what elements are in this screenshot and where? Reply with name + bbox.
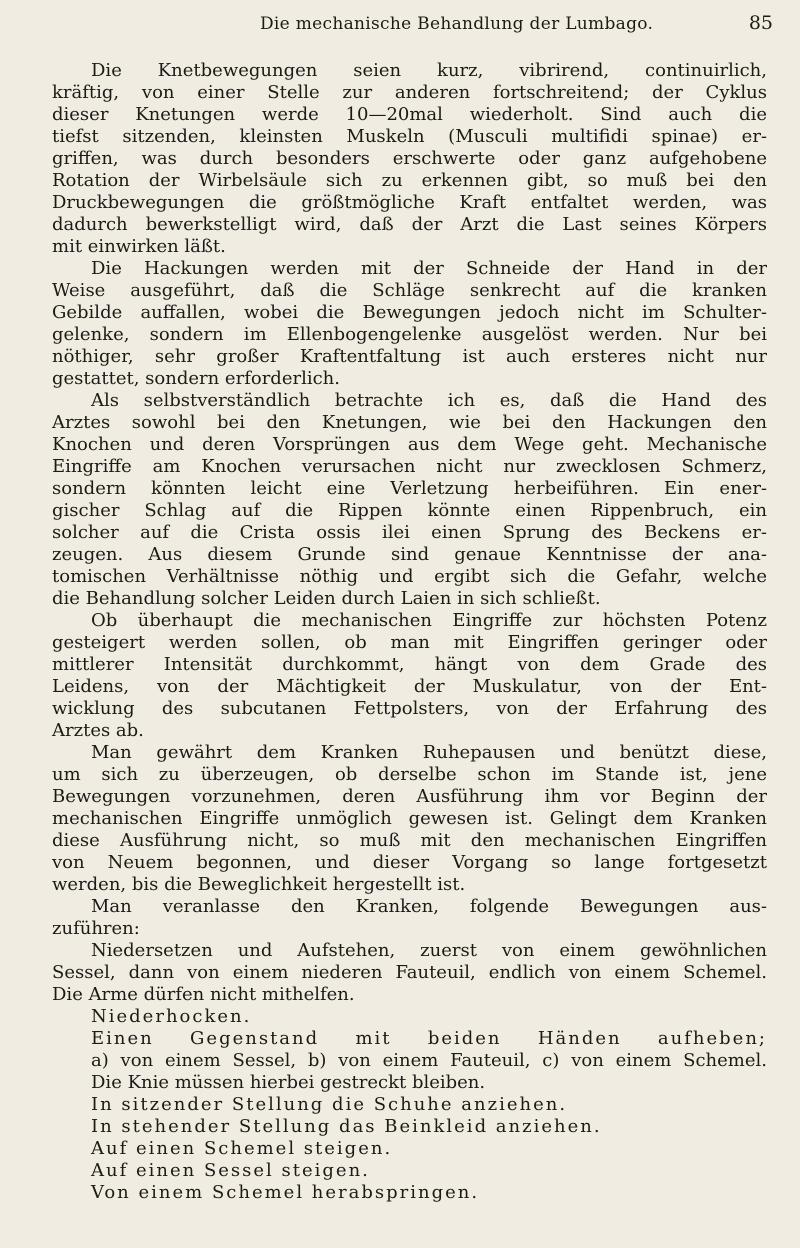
- text-line: tiefst sitzenden, kleinsten Muskeln (Musculi multifidi spinae) er-: [52, 126, 767, 147]
- text-line: Sessel, dann von einem niederen Fauteuil, endlich von einem Schemel.: [52, 962, 767, 983]
- running-title: Die mechanische Behandlung der Lumbago.: [260, 14, 654, 34]
- text-line: In stehender Stellung das Beinkleid anziehen.: [91, 1116, 602, 1137]
- text-line: gelenke, sondern im Ellenbogengelenke ausgelöst werden. Nur bei: [52, 324, 767, 345]
- text-line: die Behandlung solcher Leiden durch Laien in sich schließt.: [52, 588, 601, 609]
- text-line: Gebilde auffallen, wobei die Bewegungen jedoch nicht im Schulter-: [52, 302, 767, 323]
- text-line: Arztes ab.: [52, 720, 144, 741]
- text-line: zeugen. Aus diesem Grunde sind genaue Kenntnisse der ana-: [52, 544, 767, 565]
- text-line: sondern könnten leicht eine Verletzung herbeiführen. Ein ener-: [52, 478, 767, 499]
- text-line: Die Knie müssen hierbei gestreckt bleiben.: [91, 1072, 486, 1093]
- text-line: mit einwirken läßt.: [52, 236, 226, 257]
- text-line: zuführen:: [52, 918, 140, 939]
- text-line: gestattet, sondern erforderlich.: [52, 368, 340, 389]
- text-line: kräftig, von einer Stelle zur anderen fortschreitend; der Cyklus: [52, 82, 767, 103]
- text-line: In sitzender Stellung die Schuhe anziehen.: [91, 1094, 568, 1115]
- text-line: Einen Gegenstand mit beiden Händen aufheben;: [91, 1028, 767, 1049]
- text-line: Niedersetzen und Aufstehen, zuerst von einem gewöhnlichen: [91, 940, 767, 961]
- text-line: Von einem Schemel herabspringen.: [91, 1182, 480, 1203]
- text-line: Niederhocken.: [91, 1006, 252, 1027]
- text-line: Bewegungen vorzunehmen, deren Ausführung ihm vor Beginn der: [52, 786, 767, 807]
- text-line: wicklung des subcutanen Fettpolsters, von der Erfahrung des: [52, 698, 767, 719]
- text-line: von Neuem begonnen, und dieser Vorgang so lange fortgesetzt: [52, 852, 767, 873]
- text-line: nöthiger, sehr großer Kraftentfaltung ist auch ersteres nicht nur: [52, 346, 767, 367]
- text-line: dadurch bewerkstelligt wird, daß der Arzt die Last seines Körpers: [52, 214, 767, 235]
- text-line: Die Arme dürfen nicht mithelfen.: [52, 984, 355, 1005]
- text-line: mechanischen Eingriffe unmöglich gewesen ist. Gelingt dem Kranken: [52, 808, 767, 829]
- text-line: um sich zu überzeugen, ob derselbe schon im Stande ist, jene: [52, 764, 767, 785]
- text-line: werden, bis die Beweglichkeit hergestellt ist.: [52, 874, 466, 895]
- text-line: gesteigert werden sollen, ob man mit Eingriffen geringer oder: [52, 632, 767, 653]
- text-line: Auf einen Sessel steigen.: [91, 1160, 370, 1181]
- text-line: solcher auf die Crista ossis ilei einen Sprung des Beckens er-: [52, 522, 767, 543]
- text-line: tomischen Verhältnisse nöthig und ergibt sich die Gefahr, welche: [52, 566, 767, 587]
- text-line: a) von einem Sessel, b) von einem Fauteuil, c) von einem Schemel.: [91, 1050, 767, 1071]
- text-line: Rotation der Wirbelsäule sich zu erkennen gibt, so muß bei den: [52, 170, 767, 191]
- text-line: Die Knetbewegungen seien kurz, vibrirend, continuirlich,: [91, 60, 767, 81]
- text-line: dieser Knetungen werde 10—20mal wiederholt. Sind auch die: [52, 104, 767, 125]
- text-line: Die Hackungen werden mit der Schneide der Hand in der: [91, 258, 767, 279]
- text-line: griffen, was durch besonders erschwerte oder ganz aufgehobene: [52, 148, 767, 169]
- text-line: gischer Schlag auf die Rippen könnte einen Rippenbruch, ein: [52, 500, 767, 521]
- page-number: 85: [748, 12, 773, 34]
- text-line: Druckbewegungen die größtmögliche Kraft entfaltet werden, was: [52, 192, 767, 213]
- text-line: Man veranlasse den Kranken, folgende Bewegungen aus-: [91, 896, 767, 917]
- text-line: mittlerer Intensität durchkommt, hängt von dem Grade des: [52, 654, 767, 675]
- text-line: Knochen und deren Vorsprüngen aus dem Wege geht. Mechanische: [52, 434, 767, 455]
- text-line: Leidens, von der Mächtigkeit der Muskulatur, von der Ent-: [52, 676, 767, 697]
- running-head: [0, 6, 800, 46]
- text-line: Eingriffe am Knochen verursachen nicht nur zwecklosen Schmerz,: [52, 456, 767, 477]
- text-line: Ob überhaupt die mechanischen Eingriffe zur höchsten Potenz: [91, 610, 767, 631]
- text-line: Weise ausgeführt, daß die Schläge senkrecht auf die kranken: [52, 280, 767, 301]
- text-line: Auf einen Schemel steigen.: [91, 1138, 393, 1159]
- text-line: Man gewährt dem Kranken Ruhepausen und benützt diese,: [91, 742, 767, 763]
- text-line: Als selbstverständlich betrachte ich es, daß die Hand des: [91, 390, 767, 411]
- text-line: diese Ausführung nicht, so muß mit den mechanischen Eingriffen: [52, 830, 767, 851]
- text-line: Arztes sowohl bei den Knetungen, wie bei den Hackungen den: [52, 412, 767, 433]
